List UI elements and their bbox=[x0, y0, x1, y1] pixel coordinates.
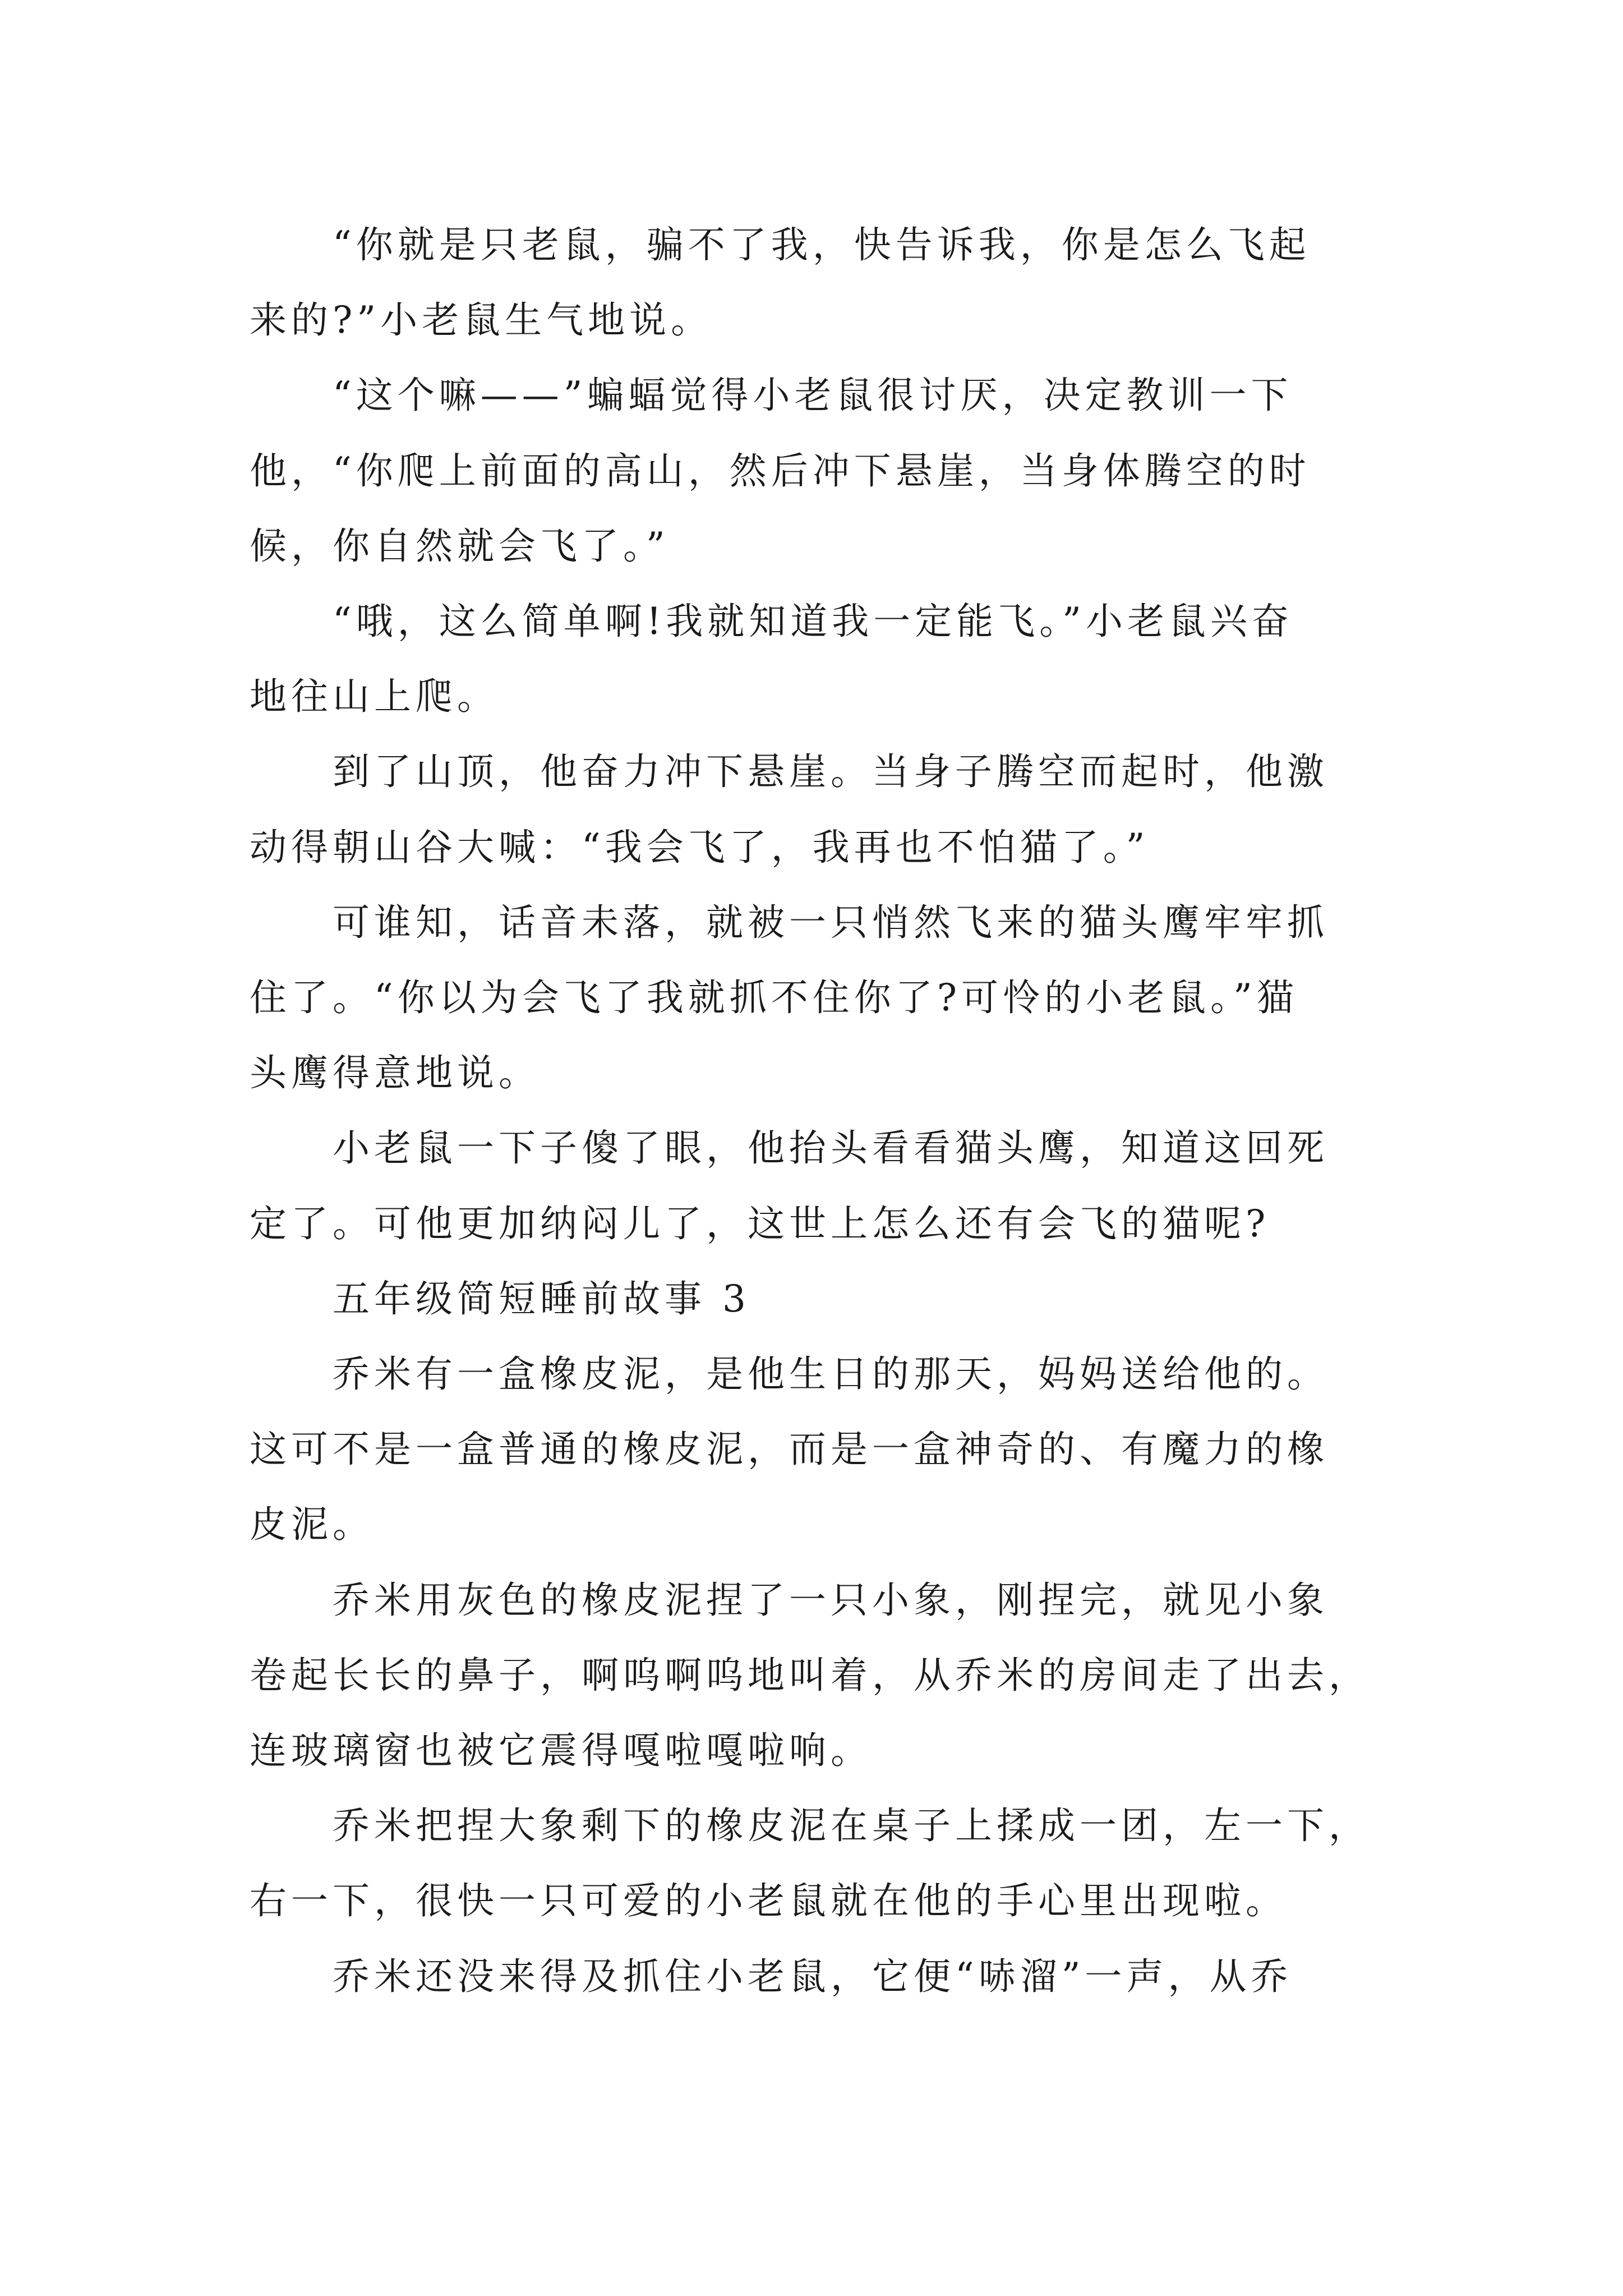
document-body bbox=[250, 208, 1396, 2014]
section-heading: 五年级简短睡前故事 3 bbox=[333, 1277, 750, 1320]
paragraph: 可谁知，话音未落，就被一只悄然飞来的猫头鹰牢牢抓 住了。“你以为会飞了我就抓不住你了?可怜的小老鼠。”猫 头鹰得意地说。 bbox=[250, 900, 1329, 1095]
paragraph: “哦，这么简单啊!我就知道我一定能飞。”小老鼠兴奋 地往山上爬。 bbox=[250, 600, 1294, 719]
paragraph: 乔米把捏大象剩下的橡皮泥在桌子上揉成一团，左一下， 右一下，很快一只可爱的小老鼠就在他的手心里出现啦。 bbox=[250, 1804, 1370, 1923]
paragraph: 到了山顶，他奋力冲下悬崖。当身子腾空而起时，他激 动得朝山谷大喊：“我会飞了，我再也不怕猫了。” bbox=[250, 750, 1329, 869]
paragraph: 乔米有一盒橡皮泥，是他生日的那天，妈妈送给他的。 这可不是一盒普通的橡皮泥，而是一盒神奇的、有魔力的橡 皮泥。 bbox=[250, 1352, 1329, 1547]
paragraph: “你就是只老鼠，骗不了我，快告诉我，你是怎么飞起 来的?”小老鼠生气地说。 bbox=[250, 223, 1311, 342]
paragraph: 小老鼠一下子傻了眼，他抬头看看猫头鹰，知道这回死 定了。可他更加纳闷儿了，这世上怎么还有会飞的猫呢? bbox=[250, 1126, 1329, 1245]
paragraph: 乔米用灰色的橡皮泥捏了一只小象，刚捏完，就见小象 卷起长长的鼻子，啊呜啊呜地叫着，从乔米的房间走了出去， 连玻璃窗也被它震得嘎啦嘎啦响。 bbox=[250, 1578, 1370, 1773]
paragraph: “这个嘛——”蝙蝠觉得小老鼠很讨厌，决定教训一下 他，“你爬上前面的高山，然后冲下悬崖，当身体腾空的时 候，你自然就会飞了。” bbox=[250, 374, 1311, 568]
paragraph: 乔米还没来得及抓住小老鼠，它便“哧溜”一声，从乔 bbox=[333, 1954, 1293, 1998]
